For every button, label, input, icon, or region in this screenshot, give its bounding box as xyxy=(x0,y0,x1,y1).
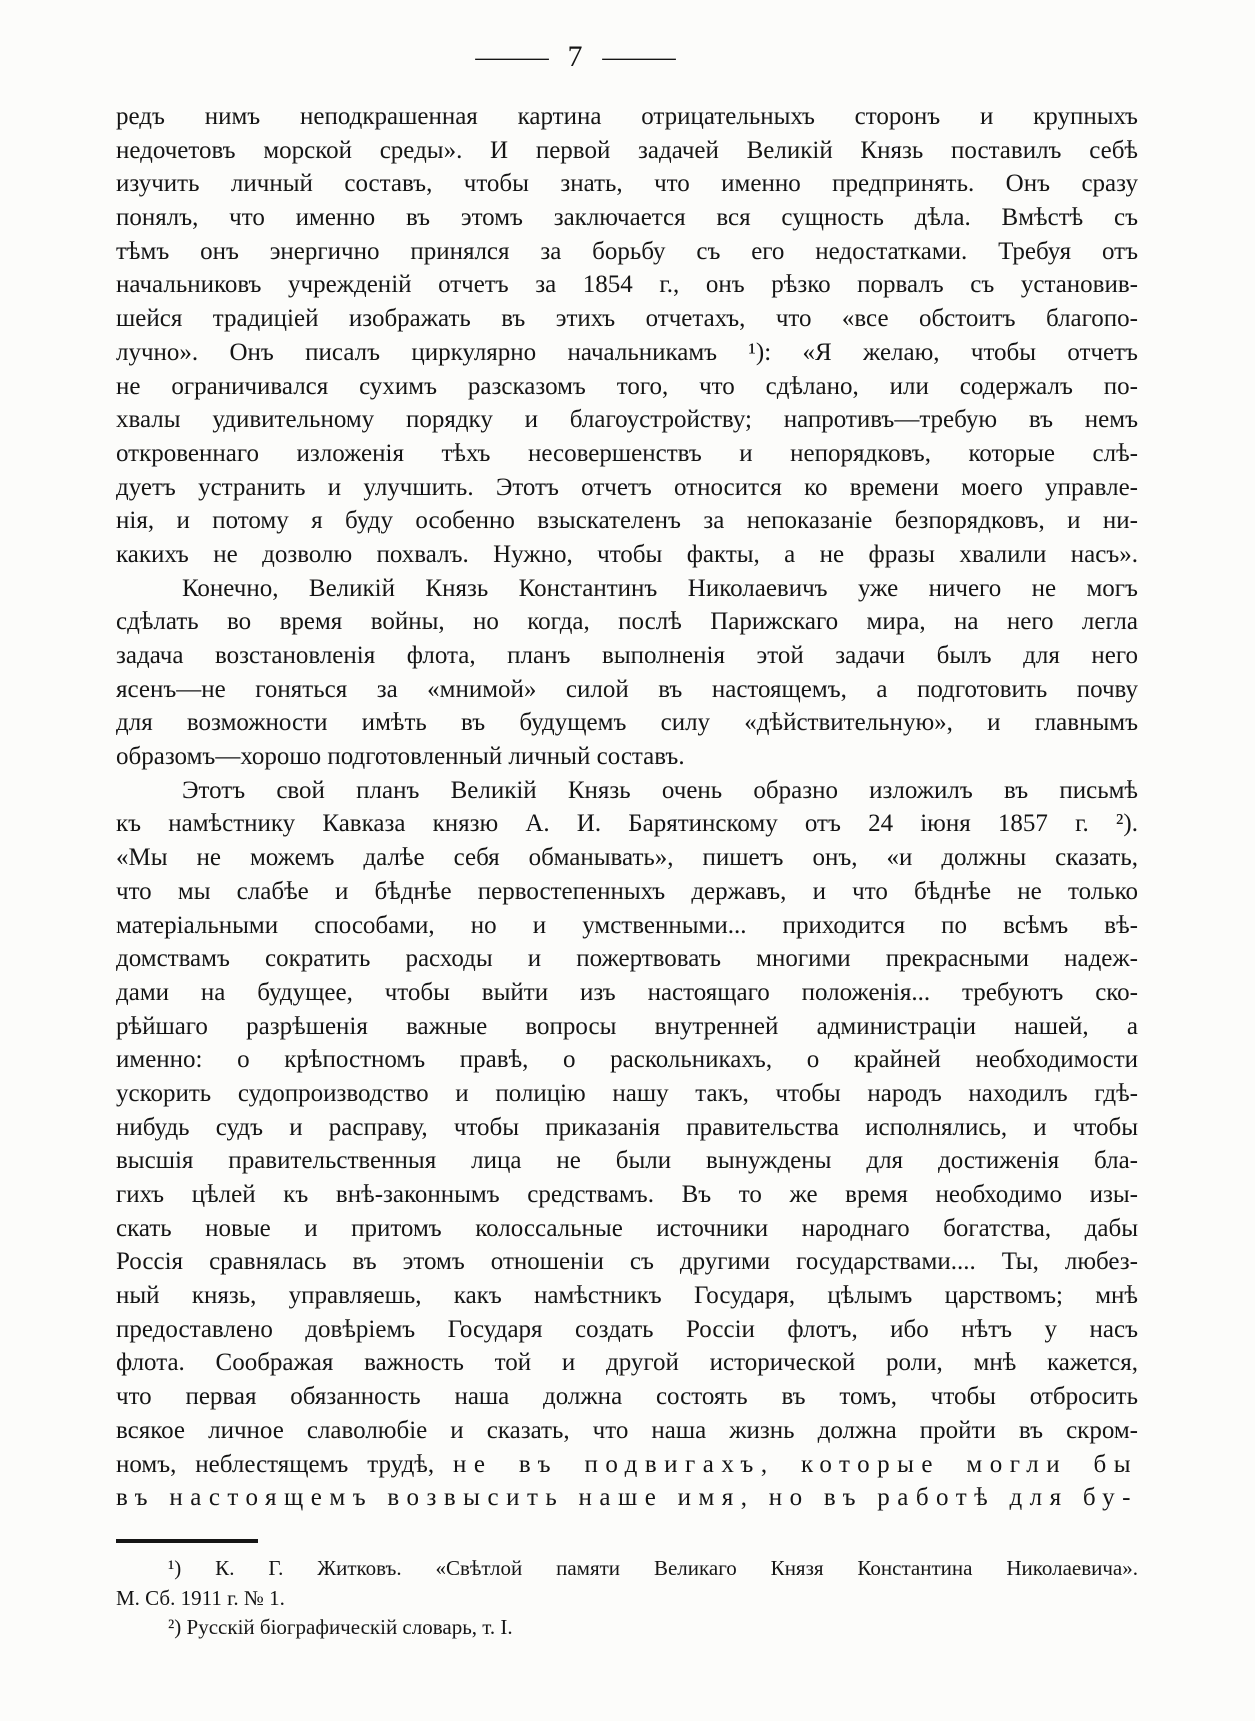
text-line xyxy=(116,909,1138,943)
line-text: Этотъ свой планъ Великій Князь очень образно изложилъ въ письмѣ xyxy=(182,776,1138,804)
text-line xyxy=(116,1077,1138,1111)
text-line xyxy=(116,605,1138,639)
text-line xyxy=(116,875,1138,909)
text-line xyxy=(116,370,1138,404)
line-text: редъ нимъ неподкрашенная картина отрицательныхъ сторонъ и крупныхъ xyxy=(116,103,1138,130)
line-text: ¹) К. Г. Житковъ. «Свѣтлой памяти Великаго Князя Константина Николаевича». xyxy=(168,1556,1138,1580)
text-line xyxy=(116,538,1138,572)
page-number: 7 xyxy=(567,40,583,73)
footnote-line xyxy=(116,1584,1138,1614)
line-text: изучить личный составъ, чтобы знать, что именно предпринять. Онъ сразу xyxy=(116,170,1138,198)
text-line xyxy=(116,302,1138,336)
text-line xyxy=(116,1043,1138,1077)
line-text: Россія сравнялась въ этомъ отношеніи съ другими государствами.... Ты, любез- xyxy=(116,1248,1138,1276)
text-line xyxy=(116,201,1138,235)
line-text: задача возстановленія флота, планъ выполненія этой задачи былъ для него xyxy=(116,642,1138,669)
text-line xyxy=(116,1346,1138,1380)
text-line xyxy=(116,1212,1138,1246)
text-line xyxy=(116,1010,1138,1044)
line-text: скать новые и притомъ колоссальные источники народнаго богатства, дабы xyxy=(116,1214,1138,1242)
letterspaced-text: въ настоящемъ возвысить наше имя, но въ работѣ для бу- xyxy=(116,1484,1138,1512)
line-text: «Мы не можемъ далѣе себя обманывать», пишетъ онъ, «и должны сказать, xyxy=(116,844,1138,872)
line-text: ускорить судопроизводство и полицію нашу такъ, чтобы народъ находилъ гдѣ- xyxy=(116,1079,1138,1107)
text-line xyxy=(116,100,1138,134)
line-text: образомъ—хорошо подготовленный личный составъ. xyxy=(116,743,685,771)
text-line xyxy=(116,1380,1138,1414)
line-text: какихъ не дозволю похвалъ. Нужно, чтобы факты, а не фразы хвалили насъ». xyxy=(116,540,1138,568)
line-text: матеріальными способами, но и умственными... приходится по всѣмъ вѣ- xyxy=(116,911,1138,939)
text-line xyxy=(116,807,1138,841)
line-text: нибудь судъ и расправу, чтобы приказанія правительства исполнялись, и чтобы xyxy=(116,1113,1138,1141)
footnote-line xyxy=(116,1613,1138,1643)
line-text: начальниковъ учрежденій отчетъ за 1854 г., онъ рѣзко порвалъ съ установив- xyxy=(116,271,1138,299)
text-line xyxy=(116,774,1138,808)
text-line xyxy=(116,706,1138,740)
line-text: ясенъ—не гоняться за «мнимой» силой въ настоящемъ, а подготовить почву xyxy=(116,675,1138,703)
line-text: М. Сб. 1911 г. № 1. xyxy=(116,1585,285,1610)
text-line xyxy=(116,1481,1138,1515)
text-line xyxy=(116,1178,1138,1212)
text-line xyxy=(116,1414,1138,1448)
line-text: хвалы удивительному порядку и благоустройству; напротивъ—требую въ немъ xyxy=(116,406,1138,434)
line-text: ный князь, управляешь, какъ намѣстникъ Государя, цѣлымъ царствомъ; мнѣ xyxy=(116,1282,1138,1310)
text-line xyxy=(116,1313,1138,1347)
header-dash-right: — xyxy=(602,42,675,73)
letterspaced-text: не въ подвигахъ, которые могли бы xyxy=(453,1450,1139,1478)
line-text: дуетъ устранить и улучшить. Этотъ отчетъ относится ко времени моего управле- xyxy=(116,473,1138,501)
line-text: предоставлено довѣріемъ Государя создать Россіи флотъ, ибо нѣтъ у насъ xyxy=(116,1315,1138,1343)
text-line xyxy=(116,336,1138,370)
text-line xyxy=(116,1144,1138,1178)
line-text: что первая обязанность наша должна состоять въ томъ, чтобы отбросить xyxy=(116,1383,1138,1411)
line-text: лучно». Онъ писалъ циркулярно начальникамъ ¹): «Я желаю, чтобы отчетъ xyxy=(116,338,1138,366)
text-line xyxy=(116,504,1138,538)
line-text: тѣмъ онъ энергично принялся за борьбу съ его недостатками. Требуя отъ xyxy=(116,237,1138,265)
text-line xyxy=(116,437,1138,471)
text-line xyxy=(116,673,1138,707)
text-line xyxy=(116,841,1138,875)
text-line xyxy=(116,976,1138,1010)
line-text: для возможности имѣть въ будущемъ силу «дѣйствительную», и главнымъ xyxy=(116,709,1138,737)
line-text: номъ, неблестящемъ трудѣ, xyxy=(116,1450,454,1478)
body-text xyxy=(116,100,1138,1515)
text-line xyxy=(116,1111,1138,1145)
line-text: шейся традиціей изображать въ этихъ отчетахъ, что «все обстоитъ благопо- xyxy=(116,305,1138,333)
text-line xyxy=(116,1279,1138,1313)
line-text: всякое личное славолюбіе и сказать, что наша жизнь должна пройти въ скром- xyxy=(116,1416,1138,1444)
header-dash-left: — xyxy=(475,42,548,73)
line-text: къ намѣстнику Кавказа князю А. И. Барятинскому отъ 24 іюня 1857 г. ²). xyxy=(116,810,1138,838)
text-line xyxy=(116,167,1138,201)
line-text: флота. Соображая важность той и другой исторической роли, мнѣ кажется, xyxy=(116,1349,1138,1377)
line-text: рѣйшаго разрѣшенія важные вопросы внутренней администраціи нашей, а xyxy=(116,1012,1138,1040)
text-line xyxy=(116,572,1138,606)
line-text: высшія правительственныя лица не были вынуждены для достиженія бла- xyxy=(116,1147,1138,1175)
line-text: именно: о крѣпостномъ правѣ, о раскольникахъ, о крайней необходимости xyxy=(116,1046,1138,1074)
line-text: дами на будущее, чтобы выйти изъ настоящаго положенія... требуютъ ско- xyxy=(116,978,1138,1006)
line-text: сдѣлать во время войны, но когда, послѣ Парижскаго мира, на него легла xyxy=(116,608,1138,636)
line-text: не ограничивался сухимъ разсказомъ того, что сдѣлано, или содержалъ по- xyxy=(116,372,1138,400)
line-text: нія, и потому я буду особенно взыскателенъ за непоказаніе безпорядковъ, и ни- xyxy=(116,507,1138,535)
line-text: ²) Русскій біографическій словарь, т. I. xyxy=(168,1615,513,1639)
line-text: понялъ, что именно въ этомъ заключается вся сущность дѣла. Вмѣстѣ съ xyxy=(116,204,1138,232)
text-line xyxy=(116,471,1138,505)
footnote-line xyxy=(116,1554,1138,1584)
line-text: что мы слабѣе и бѣднѣе первостепенныхъ державъ, и что бѣднѣе не только xyxy=(116,877,1138,905)
text-line xyxy=(116,740,1138,774)
footnotes xyxy=(116,1554,1138,1643)
text-line xyxy=(116,942,1138,976)
line-text: недочетовъ морской среды». И первой задачей Великій Князь поставилъ себѣ xyxy=(116,136,1138,164)
text-line xyxy=(116,268,1138,302)
footnote-separator xyxy=(116,1539,258,1543)
text-line xyxy=(116,639,1138,673)
text-line xyxy=(116,1448,1138,1482)
text-line xyxy=(116,1245,1138,1279)
text-line xyxy=(116,403,1138,437)
page-header xyxy=(0,40,1150,75)
text-line xyxy=(116,235,1138,269)
line-text: Конечно, Великій Князь Константинъ Николаевичъ уже ничего не могъ xyxy=(182,574,1138,602)
line-text: откровеннаго изложенія тѣхъ несовершенствъ и непорядковъ, которые слѣ- xyxy=(116,439,1138,467)
line-text: домствамъ сократить расходы и пожертвовать многими прекрасными надеж- xyxy=(116,945,1138,973)
text-line xyxy=(116,134,1138,168)
line-text: гихъ цѣлей къ внѣ-законнымъ средствамъ. Въ то же время необходимо изы- xyxy=(116,1181,1138,1208)
